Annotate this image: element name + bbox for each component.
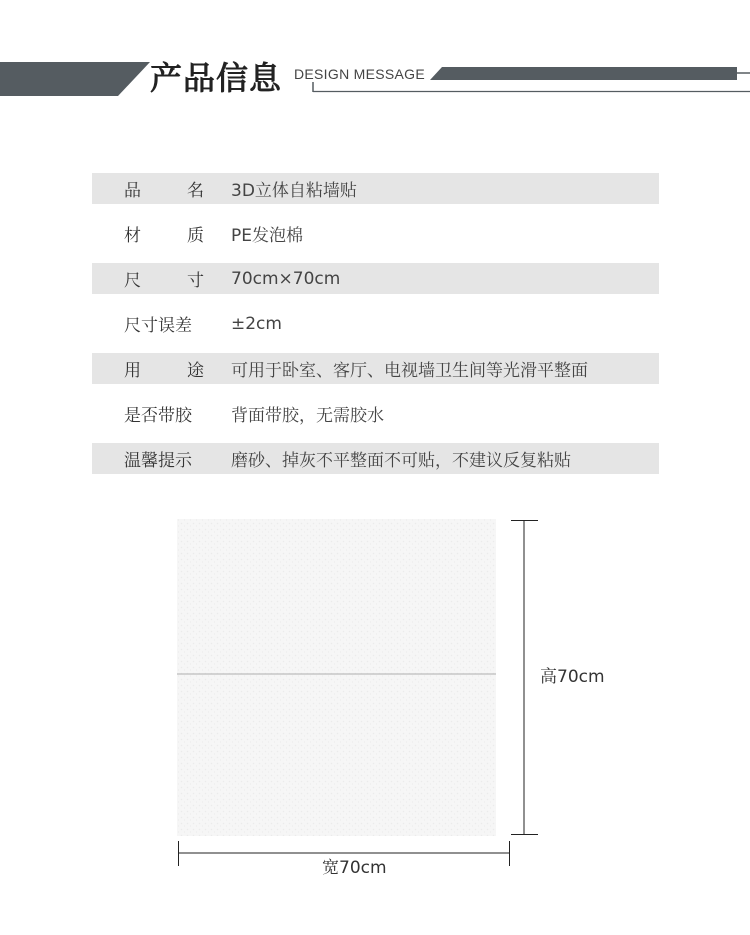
spec-value: 可用于卧室、客厅、电视墙卫生间等光滑平整面 — [231, 361, 588, 381]
spec-label: 尺寸误差 — [124, 316, 192, 336]
spec-value: 3D立体自粘墙贴 — [231, 181, 357, 201]
width-label: 宽70cm — [322, 858, 387, 878]
spec-value: ±2cm — [231, 313, 282, 334]
spec-label: 是否带胶 — [124, 406, 192, 426]
spec-label: 材 质 — [124, 226, 204, 246]
spec-label: 品 名 — [124, 181, 204, 201]
height-dimension-line — [511, 520, 538, 835]
spec-value: PE发泡棉 — [231, 226, 303, 246]
spec-label: 温馨提示 — [124, 451, 192, 471]
section-subtitle: DESIGN MESSAGE — [294, 66, 426, 82]
spec-value: 背面带胶，无需胶水 — [231, 406, 384, 426]
spec-label: 用 途 — [124, 361, 204, 381]
section-title: 产品信息 — [150, 59, 283, 97]
spec-value: 70cm×70cm — [231, 268, 341, 289]
foam-tile-image — [177, 519, 496, 836]
spec-value: 磨砂、掉灰不平整面不可贴，不建议反复粘贴 — [231, 451, 571, 471]
spec-label: 尺 寸 — [124, 271, 204, 291]
height-label: 高70cm — [540, 667, 605, 687]
